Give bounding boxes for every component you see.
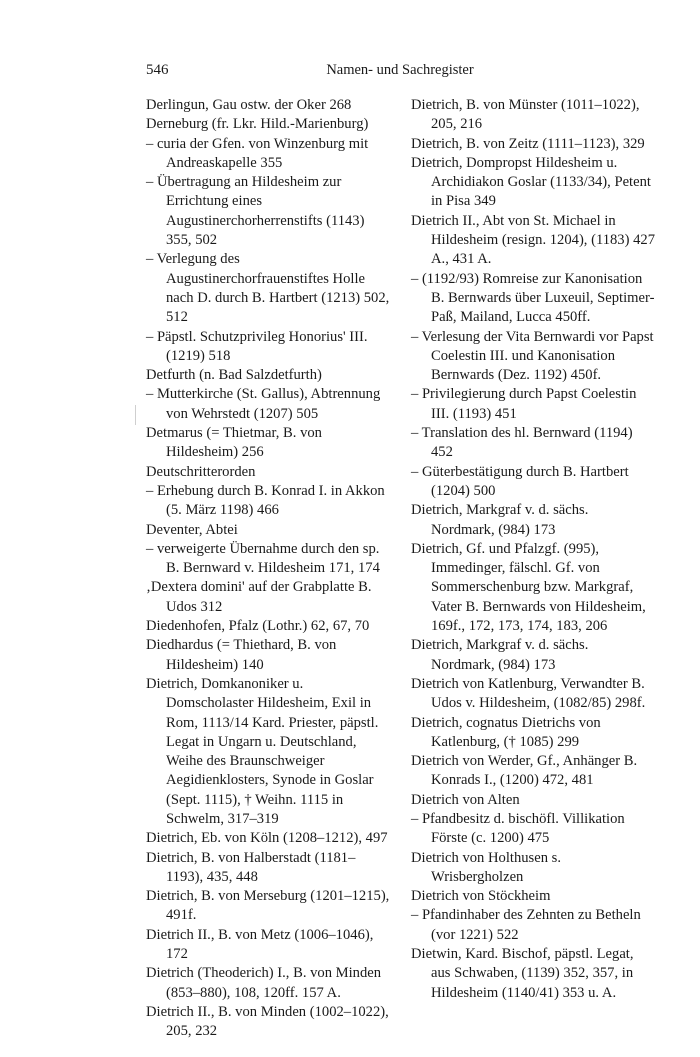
index-subentry: – Päpstl. Schutzprivileg Honorius' III. (1219) 518: [146, 328, 368, 364]
index-entry: Diedenhofen, Pfalz (Lothr.) 62, 67, 70: [146, 618, 370, 635]
index-entry: Deventer, Abtei: [146, 521, 238, 538]
index-entry: Dietrich, Dompropst Hildesheim u. Archidiakon Goslar (1133/34), Petent in Pisa 349: [411, 154, 651, 210]
index-entry: Dietrich, Markgraf v. d. sächs. Nordmark, (984) 173: [411, 637, 589, 673]
index-entry: Dietrich von Katlenburg, Verwandter B. Udos v. Hildesheim, (1082/85) 298f.: [411, 675, 646, 712]
index-subentry: – Mutterkirche (St. Gallus), Abtrennung von Wehrstedt (1207) 505: [146, 386, 381, 422]
index-entry: Dietrich, Domkanoniker u. Domscholaster Hildesheim, Exil in Rom, 1113/14 Kard. Priester, päpstl. Legat in Ungarn u. Deutschland, Weihe des Braunschweiger Aegidienklosters, Synode in Goslar (Sept. 1115), † Weihn. 1115 in Schwelm, 317–319: [146, 675, 379, 827]
index-subentry: – Privilegierung durch Papst Coelestin III. (1193) 451: [411, 386, 637, 422]
index-subentry: – Güterbestätigung durch B. Hartbert (1204) 500: [411, 463, 629, 499]
index-subentry: – Pfandinhaber des Zehnten zu Betheln (vor 1221) 522: [411, 907, 641, 943]
index-entry: Derneburg (fr. Lkr. Hild.-Marienburg): [146, 116, 369, 133]
index-entry: Dietrich von Stöckheim: [411, 888, 551, 905]
index-entry: Dietrich II., B. von Minden (1002–1022), 205, 232: [146, 1003, 389, 1040]
index-entry: Deutschritterorden: [146, 463, 256, 480]
index-entry: Dietrich II., Abt von St. Michael in Hildesheim (resign. 1204), (1183) 427 A., 431 A.: [411, 212, 656, 268]
index-entry: Detmarus (= Thietmar, B. von Hildesheim) 256: [146, 425, 322, 461]
index-subentry: – Erhebung durch B. Konrad I. in Akkon (5. März 1198) 466: [146, 482, 385, 519]
index-entry: Dietrich, B. von Merseburg (1201–1215), 491f.: [146, 888, 390, 924]
index-subentry: – Pfandbesitz d. bischöfl. Villikation Förste (c. 1200) 475: [411, 810, 625, 847]
index-column-left: [146, 96, 392, 1042]
index-subentry: – Verlegung des Augustinerchorfrauenstiftes Holle nach D. durch B. Hartbert (1213) 502, 512: [146, 251, 390, 326]
running-head: Namen- und Sachregister: [326, 62, 474, 78]
index-entry: Dietrich von Alten: [411, 791, 520, 808]
index-entry: Dietrich II., B. von Metz (1006–1046), 172: [146, 926, 374, 963]
index-entry: Diedhardus (= Thiethard, B. von Hildesheim) 140: [146, 637, 337, 673]
index-column-right: [411, 96, 655, 1003]
index-entry: Dietrich, B. von Halberstadt (1181–1193), 435, 448: [146, 849, 356, 885]
index-subentry: – Übertragung an Hildesheim zur Errichtung eines Augustinerchorherrenstifts (1143) 355, 502: [146, 174, 365, 249]
page-number: 546: [146, 62, 169, 78]
index-subentry: – Verlesung der Vita Bernwardi vor Papst Coelestin III. und Kanonisation Bernwards (Dez. 1192) 450f.: [411, 328, 654, 384]
index-entry: Dietrich, B. von Münster (1011–1022), 205, 216: [411, 97, 640, 133]
page-header: [146, 62, 654, 82]
index-entry: Dietrich, B. von Zeitz (1111–1123), 329: [411, 135, 645, 152]
index-entry: ‚Dextera domini' auf der Grabplatte B. Udos 312: [146, 579, 372, 615]
index-entry: Dietwin, Kard. Bischof, päpstl. Legat, aus Schwaben, (1139) 352, 357, in Hildesheim (1140/41) 353 u. A.: [411, 946, 634, 1001]
index-entry: Dietrich, Gf. und Pfalzgf. (995), Immedinger, fälschl. Gf. von Sommerschenburg bzw. Markgraf, Vater B. Bernwards von Hildesheim, 169f., 172, 173, 174, 183, 206: [411, 540, 646, 635]
index-subentry: – Translation des hl. Bernward (1194) 452: [411, 425, 633, 461]
index-entry: Detfurth (n. Bad Salzdetfurth): [146, 367, 322, 384]
index-entry: Dietrich von Holthusen s. Wrisbergholzen: [411, 849, 561, 885]
index-entry: Dietrich, Markgraf v. d. sächs. Nordmark, (984) 173: [411, 502, 589, 538]
index-entry: Derlingun, Gau ostw. der Oker 268: [146, 97, 352, 113]
index-entry: Dietrich (Theoderich) I., B. von Minden (853–880), 108, 120ff. 157 A.: [146, 965, 382, 1001]
index-subentry: – (1192/93) Romreise zur Kanonisation B. Bernwards über Luxeuil, Septimer-Paß, Mailand, Lucca 450ff.: [411, 270, 655, 326]
margin-mark: [135, 405, 136, 425]
index-subentry: – verweigerte Übernahme durch den sp. B. Bernward v. Hildesheim 171, 174: [146, 540, 380, 577]
index-entry: Dietrich, Eb. von Köln (1208–1212), 497: [146, 830, 388, 847]
index-subentry: – curia der Gfen. von Winzenburg mit Andreaskapelle 355: [146, 135, 369, 171]
index-entry: Dietrich, cognatus Dietrichs von Katlenburg, († 1085) 299: [411, 714, 601, 750]
index-entry: Dietrich von Werder, Gf., Anhänger B. Konrads I., (1200) 472, 481: [411, 753, 638, 789]
